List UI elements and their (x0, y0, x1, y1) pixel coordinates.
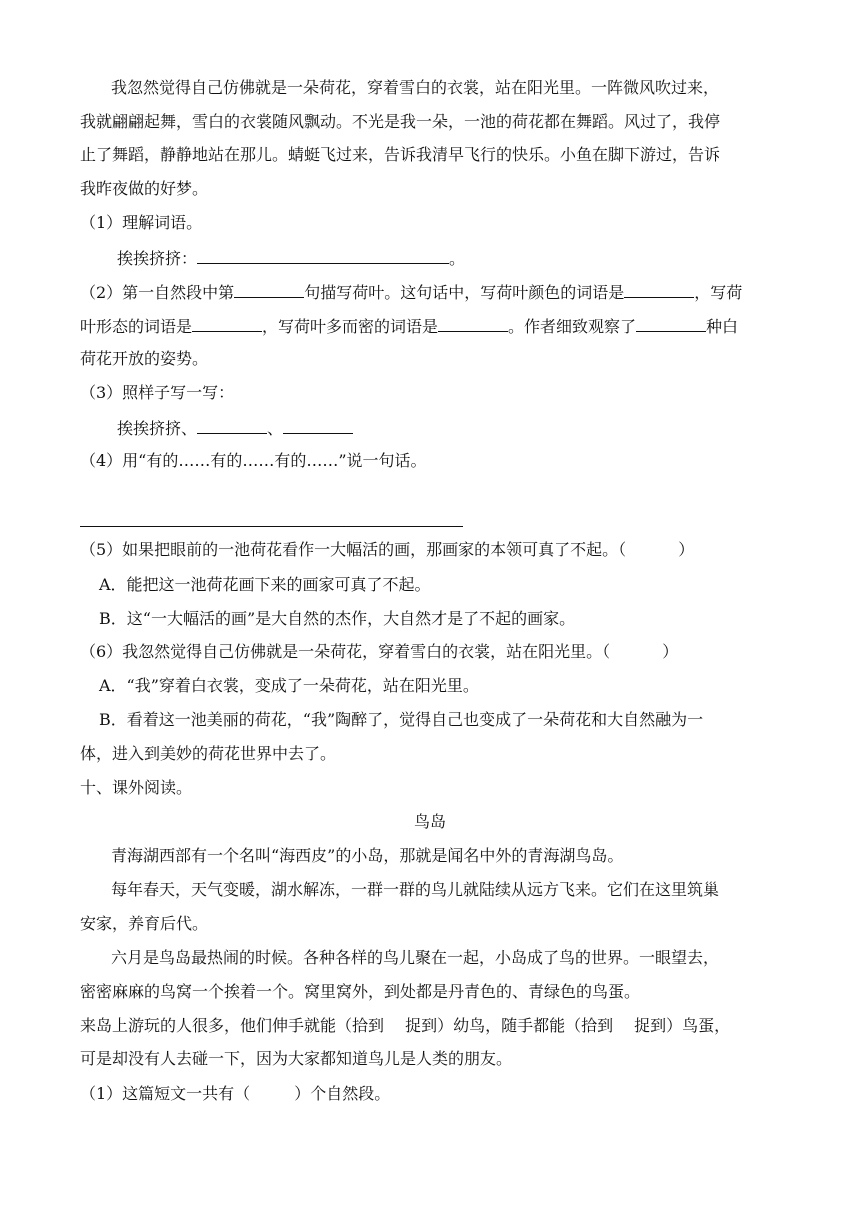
q2-text-c: ，写荷 (694, 283, 743, 302)
q1-word: 挨挨挤挤： (117, 249, 198, 268)
q6-text: （6）我忽然觉得自己仿佛就是一朵荷花，穿着雪白的衣裳，站在阳光里。（ (80, 642, 611, 661)
q2-text-b: 句描写荷叶。这句话中，写荷叶颜色的词语是 (304, 283, 625, 302)
q6-option-b-line-1: B．看着这一池美丽的荷花，“我”陶醉了，觉得自己也变成了一朵荷花和大自然融为一 (99, 710, 704, 729)
passage2-para-3-line-1: 六月是鸟岛最热闹的时候。各种各样的鸟儿聚在一起，小岛成了鸟的世界。一眼望去， (111, 948, 720, 967)
q5-option-b: B．这“一大幅活的画”是大自然的杰作，大自然才是了不起的画家。 (99, 609, 576, 628)
passage1-line-4: 我昨夜做的好梦。 (80, 179, 209, 198)
q3-row (117, 417, 353, 439)
q4-answer-line[interactable] (80, 526, 463, 527)
passage2-para-3-line-2: 密密麻麻的鸟窝一个挨着一个。窝里窝外，到处都是丹青色的、青绿色的鸟蛋。 (80, 982, 641, 1001)
q2-blank-sentence[interactable] (234, 281, 304, 298)
passage2-para-4-line-2: 可是却没有人去碰一下，因为大家都知道鸟儿是人类的朋友。 (80, 1049, 513, 1068)
passage2-para-4-line-1: 来岛上游玩的人很多，他们伸手就能（拾到 捉到）幼鸟，随手都能（拾到 捉到）鸟蛋， (80, 1016, 731, 1035)
q2-line-2 (80, 315, 738, 337)
q6-option-b-line-2: 体，进入到美妙的荷花世界中去了。 (80, 744, 337, 763)
q2-blank-color[interactable] (624, 281, 694, 298)
q2-blank-shape[interactable] (192, 315, 262, 332)
passage2-para-2-line-1: 每年春天，天气变暖，湖水解冻，一群一群的鸟儿就陆续从远方飞来。它们在这里筑巢 (111, 880, 720, 899)
q3-word: 挨挨挤挤、 (117, 419, 198, 438)
q2-blank-kinds[interactable] (636, 315, 706, 332)
q1-answer-blank[interactable] (197, 247, 449, 264)
q3-label: （3）照样子写一写： (80, 383, 235, 402)
q1-row (117, 247, 465, 269)
passage2-para-2-line-2: 安家，养育后代。 (80, 914, 209, 933)
q1-label: （1）理解词语。 (80, 213, 203, 232)
q2-line-1 (80, 281, 742, 303)
q4-label: （4）用“有的……有的……有的……”说一句话。 (80, 451, 427, 470)
q2-text-e: ，写荷叶多而密的词语是 (262, 317, 439, 336)
q5-close: ） (678, 540, 695, 559)
passage1-line-1: 我忽然觉得自己仿佛就是一朵荷花，穿着雪白的衣裳，站在阳光里。一阵微风吹过来， (111, 78, 720, 97)
q2-text-a: （2）第一自然段中第 (80, 283, 235, 302)
passage2-para-1: 青海湖西部有一个名叫“海西皮”的小岛，那就是闻名中外的青海湖鸟岛。 (111, 846, 624, 865)
q-paragraph-count (80, 1084, 390, 1104)
q5-option-a: A．能把这一池荷花画下来的画家可真了不起。 (99, 575, 431, 594)
q2-line-3: 荷花开放的姿势。 (80, 349, 209, 368)
section-10-heading: 十、课外阅读。 (80, 778, 193, 797)
q6-option-a: A．“我”穿着白衣裳，变成了一朵荷花，站在阳光里。 (99, 676, 479, 695)
q2-text-g: 种白 (706, 317, 739, 336)
passage1-line-3: 止了舞蹈，静静地站在那儿。蜻蜓飞过来，告诉我清早飞行的快乐。小鱼在脚下游过，告诉 (80, 145, 721, 164)
q3-sep: 、 (267, 419, 284, 438)
q5-text: （5）如果把眼前的一池荷花看作一大幅活的画，那画家的本领可真了不起。（ (80, 540, 627, 559)
q3-blank-1[interactable] (197, 417, 267, 434)
q5-label (80, 540, 694, 560)
q3-blank-2[interactable] (283, 417, 353, 434)
passage2-title: 鸟岛 (414, 812, 447, 831)
q2-text-f: 。作者细致观察了 (508, 317, 637, 336)
q2-text-d: 叶形态的词语是 (80, 317, 193, 336)
q2-blank-dense[interactable] (438, 315, 508, 332)
q-paragraph-count-tail: ）个自然段。 (294, 1084, 391, 1103)
passage1-line-2: 我就翩翩起舞，雪白的衣裳随风飘动。不光是我一朵，一池的荷花都在舞蹈。风过了，我停 (80, 112, 721, 131)
q1-end: 。 (449, 249, 466, 268)
q6-label (80, 642, 678, 662)
q6-close: ） (662, 642, 679, 661)
q-paragraph-count-text: （1）这篇短文一共有（ (80, 1084, 251, 1103)
